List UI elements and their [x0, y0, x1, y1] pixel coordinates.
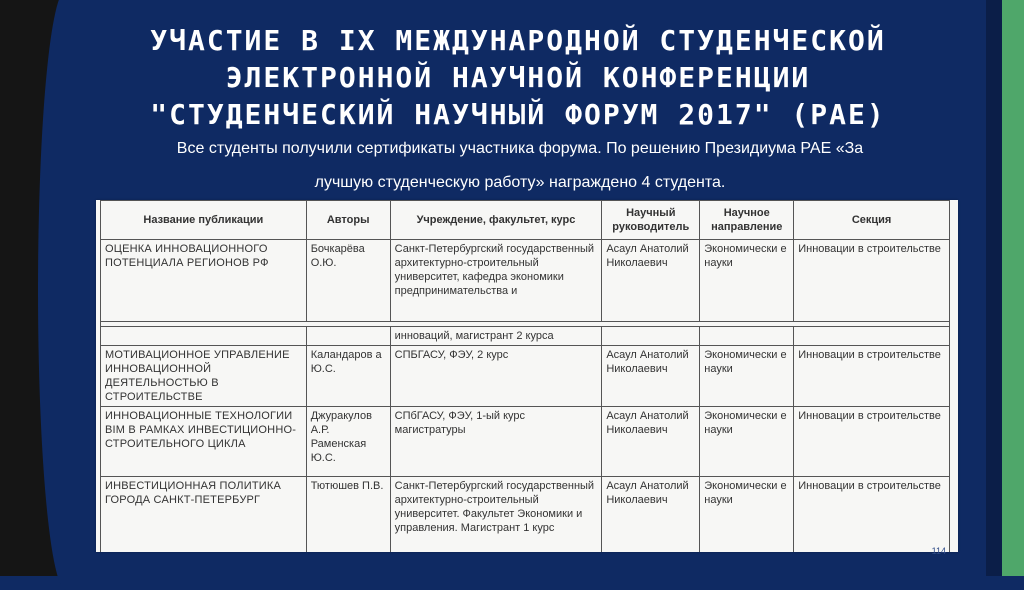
header-direction: Научное направление: [700, 201, 794, 240]
cell-section: [794, 327, 950, 346]
header-institution: Учреждение, факультет, курс: [390, 201, 602, 240]
cell-title: [101, 327, 307, 346]
cell-title: МОТИВАЦИОННОЕ УПРАВЛЕНИЕ ИННОВАЦИОННОЙ ДЕЯТЕЛЬНОСТЬЮ В СТРОИТЕЛЬСТВЕ: [101, 346, 307, 407]
page-number: 114: [931, 546, 946, 556]
cell-institution: Санкт-Петербургский государственный архитектурно-строительный университет, кафедра экономики предпринимательства и: [390, 240, 602, 322]
cell-direction: [700, 327, 794, 346]
right-decorative-strip-green: [1002, 0, 1024, 576]
cell-authors: Тютюшев П.В.: [306, 477, 390, 553]
cell-authors: Джуракулов А.Р. Раменская Ю.С.: [306, 407, 390, 477]
table-row: [101, 240, 950, 322]
cell-title: ИННОВАЦИОННЫЕ ТЕХНОЛОГИИ BIM В РАМКАХ ИНВЕСТИЦИОННО-СТРОИТЕЛЬНОГО ЦИКЛА: [101, 407, 307, 477]
right-decorative-strip-dark: [986, 0, 1002, 576]
slide-subtitle: [110, 132, 930, 200]
cell-section: Инновации в строительстве: [794, 240, 950, 322]
cell-supervisor: Асаул Анатолий Николаевич: [602, 407, 700, 477]
header-section: Секция: [794, 201, 950, 240]
cell-direction: Экономически е науки: [700, 407, 794, 477]
header-supervisor: Научный руководитель: [602, 201, 700, 240]
cell-authors: Каландаров а Ю.С.: [306, 346, 390, 407]
cell-section: Инновации в строительстве: [794, 477, 950, 553]
cell-institution: СПбГАСУ, ФЭУ, 1-ый курс магистратуры: [390, 407, 602, 477]
scanned-table-image: [96, 200, 958, 552]
slide-title-line-3: "СТУДЕНЧЕСКИЙ НАУЧНЫЙ ФОРУМ 2017" (РАЕ): [150, 98, 886, 131]
table-row: [101, 477, 950, 553]
cell-authors: Бочкарёва О.Ю.: [306, 240, 390, 322]
cell-supervisor: Асаул Анатолий Николаевич: [602, 346, 700, 407]
table-row: [101, 346, 950, 407]
table-header-row: [101, 201, 950, 240]
slide-subtitle-line-2: лучшую студенческую работу» награждено 4 студента.: [314, 174, 726, 191]
cell-institution: СПБГАСУ, ФЭУ, 2 курс: [390, 346, 602, 407]
table-row: [101, 327, 950, 346]
header-authors: Авторы: [306, 201, 390, 240]
cell-title: ИНВЕСТИЦИОННАЯ ПОЛИТИКА ГОРОДА САНКТ-ПЕТЕРБУРГ: [101, 477, 307, 553]
cell-direction: Экономически е науки: [700, 346, 794, 407]
cell-title: ОЦЕНКА ИННОВАЦИОННОГО ПОТЕНЦИАЛА РЕГИОНОВ РФ: [101, 240, 307, 322]
cell-supervisor: Асаул Анатолий Николаевич: [602, 240, 700, 322]
table-row: [101, 407, 950, 477]
cell-section: Инновации в строительстве: [794, 346, 950, 407]
cell-section: Инновации в строительстве: [794, 407, 950, 477]
header-publication-title: Название публикации: [101, 201, 307, 240]
publications-table: [100, 200, 950, 552]
cell-direction: Экономически е науки: [700, 477, 794, 553]
slide-subtitle-line-1: Все студенты получили сертификаты участника форума. По решению Президиума РАЕ «За: [176, 140, 864, 157]
cell-authors: [306, 327, 390, 346]
cell-supervisor: Асаул Анатолий Николаевич: [602, 477, 700, 553]
cell-institution: Санкт-Петербургский государственный архитектурно-строительный университет. Факультет Экономики и управления. Магистрант 1 курс: [390, 477, 602, 553]
slide-title-line-2: ЭЛЕКТРОННОЙ НАУЧНОЙ КОНФЕРЕНЦИИ: [225, 61, 811, 94]
slide-title-line-1: УЧАСТИЕ В IX МЕЖДУНАРОДНОЙ СТУДЕНЧЕСКОЙ: [150, 24, 886, 57]
cell-direction: Экономически е науки: [700, 240, 794, 322]
cell-institution: инноваций, магистрант 2 курса: [390, 327, 602, 346]
cell-supervisor: [602, 327, 700, 346]
slide-title: [88, 22, 948, 133]
